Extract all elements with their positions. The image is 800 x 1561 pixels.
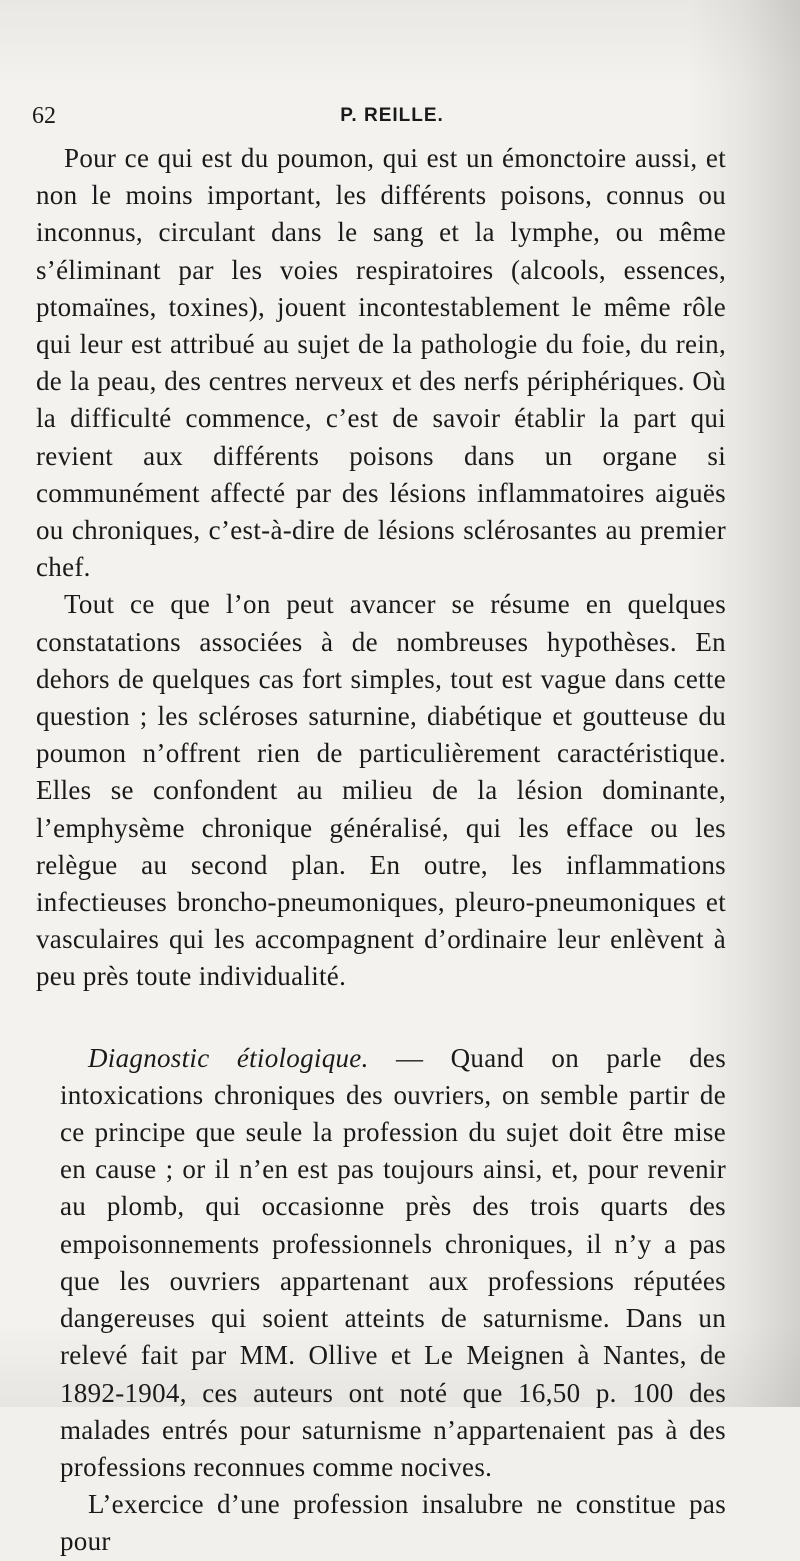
diagnostic-text: — Quand on parle des intoxications chroniques des ouvriers, on semble partir de ce principe que seule la profession du sujet doit être mise en cause ; or il n’en est pas toujours ainsi, et, pour revenir au plomb, qui occasionne près des trois quarts des empoisonnements professionnels chroniques, il n’y a pas que les ouvriers appartenant aux professions réputées dangereuses qui soient atteints de saturnisme. Dans un relevé fait par MM. Ollive et Le Meignen à Nantes, de 1892-1904, ces auteurs ont noté que 16,50 p. 100 des malades entrés pour saturnisme n’appartenaient pas à des professions reconnues comme nocives. — [60, 1042, 727, 1482]
page-header — [32, 103, 752, 133]
paragraph-exercice: L’exercice d’une profession insalubre ne constitue pas pour — [60, 1489, 726, 1557]
body-text — [36, 140, 726, 1561]
paragraph-scleroses: Tout ce que l’on peut avancer se résume en quelques constatations associées à de nombreuses hypothèses. En dehors de quelques cas fort simples, tout est vague dans cette question ; les scléroses saturnine, diabétique et goutteuse du poumon n’offrent rien de particulièrement caractéristique. Elles se confondent au milieu de la lésion dominante, l’emphysème chronique généralisé, qui les efface ou les relègue au second plan. En outre, les inflammations infectieuses broncho-pneumoniques, pleuro-pneumoniques et vasculaires qui les accompagnent d’ordinaire leur enlèvent à peu près toute individualité. — [36, 589, 726, 992]
page-number: 62 — [32, 103, 56, 129]
paragraph-diagnostic — [60, 1040, 726, 1486]
section-gap — [36, 996, 726, 1040]
paragraph-lung: Pour ce qui est du poumon, qui est un émonctoire aussi, et non le moins important, les différents poisons, connus ou inconnus, circulant dans le sang et la lymphe, ou même s’éliminant par les voies respiratoires (alcools, essences, ptomaïnes, toxines), jouent incontestablement le même rôle qui leur est attribué au sujet de la pathologie du foie, du rein, de la peau, des centres nerveux et des nerfs périphériques. Où la difficulté commence, c’est de savoir établir la part qui revient aux différents poisons dans un organe si communément affecté par des lésions inflammatoires aiguës ou chroniques, c’est-à-dire de lésions sclérosantes au premier chef. — [36, 143, 726, 583]
running-head: P. REILLE. — [340, 105, 444, 126]
section-heading-diagnostic: Diagnostic étiologique. — [88, 1042, 369, 1073]
